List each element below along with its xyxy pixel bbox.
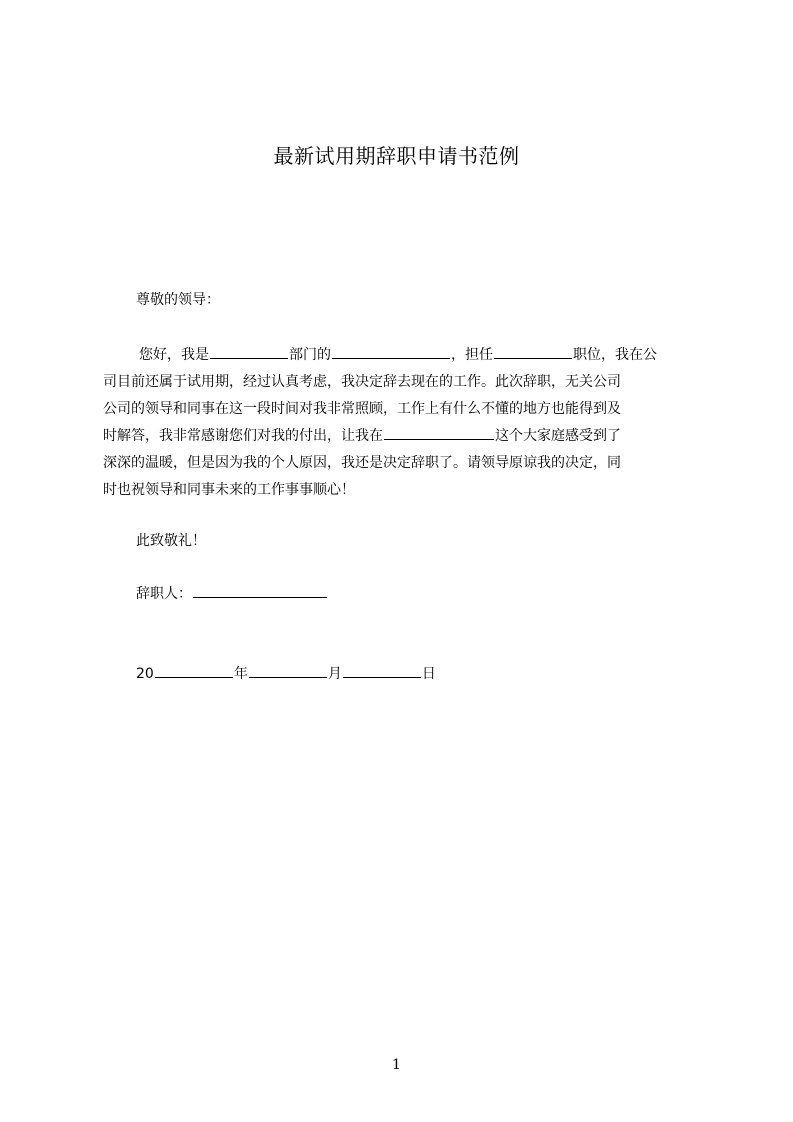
body-text-position: ，担任 — [451, 347, 493, 363]
body-paragraph — [103, 342, 699, 504]
department-blank[interactable] — [210, 344, 288, 359]
date-line — [136, 663, 436, 685]
body-text-thanks: 时解答，我非常感谢您们对我的付出，让我在 — [103, 428, 383, 444]
signer-name-blank[interactable] — [193, 583, 327, 598]
page-number: 1 — [392, 1057, 401, 1073]
salutation: 尊敬的领导： — [136, 292, 220, 308]
department-name-blank[interactable] — [332, 344, 450, 359]
body-text-greeting: 您好，我是 — [139, 347, 209, 363]
body-line-5: 深深的温暖，但是因为我的个人原因，我还是决定辞职了。请领导原谅我的决定，同 — [103, 455, 621, 471]
body-line-6: 时也祝领导和同事未来的工作事事顺心！ — [103, 482, 355, 498]
body-line-4 — [103, 423, 699, 450]
year-label: 年 — [233, 666, 248, 682]
day-label: 日 — [421, 666, 436, 682]
body-line-1 — [103, 342, 699, 369]
day-blank[interactable] — [343, 663, 421, 678]
signer-label: 辞职人： — [136, 586, 192, 602]
company-blank[interactable] — [384, 425, 494, 440]
body-line-3: 公司的领导和同事在这一段时间对我非常照顾，工作上有什么不懂的地方也能得到及 — [103, 401, 621, 417]
position-blank[interactable] — [494, 344, 572, 359]
body-text-position-suffix: 职位，我在公 — [573, 347, 657, 363]
signer-line — [136, 583, 328, 605]
body-text-department: 部门的 — [289, 347, 331, 363]
body-line-2: 司目前还属于试用期，经过认真考虑，我决定辞去现在的工作。此次辞职，无关公司 — [103, 374, 621, 390]
body-text-family: 这个大家庭感受到了 — [495, 428, 621, 444]
year-prefix: 20 — [136, 666, 154, 682]
document-title: 最新试用期辞职申请书范例 — [273, 144, 520, 168]
month-blank[interactable] — [249, 663, 327, 678]
year-blank[interactable] — [155, 663, 233, 678]
month-label: 月 — [327, 666, 342, 682]
closing-salute: 此致敬礼！ — [136, 533, 206, 549]
